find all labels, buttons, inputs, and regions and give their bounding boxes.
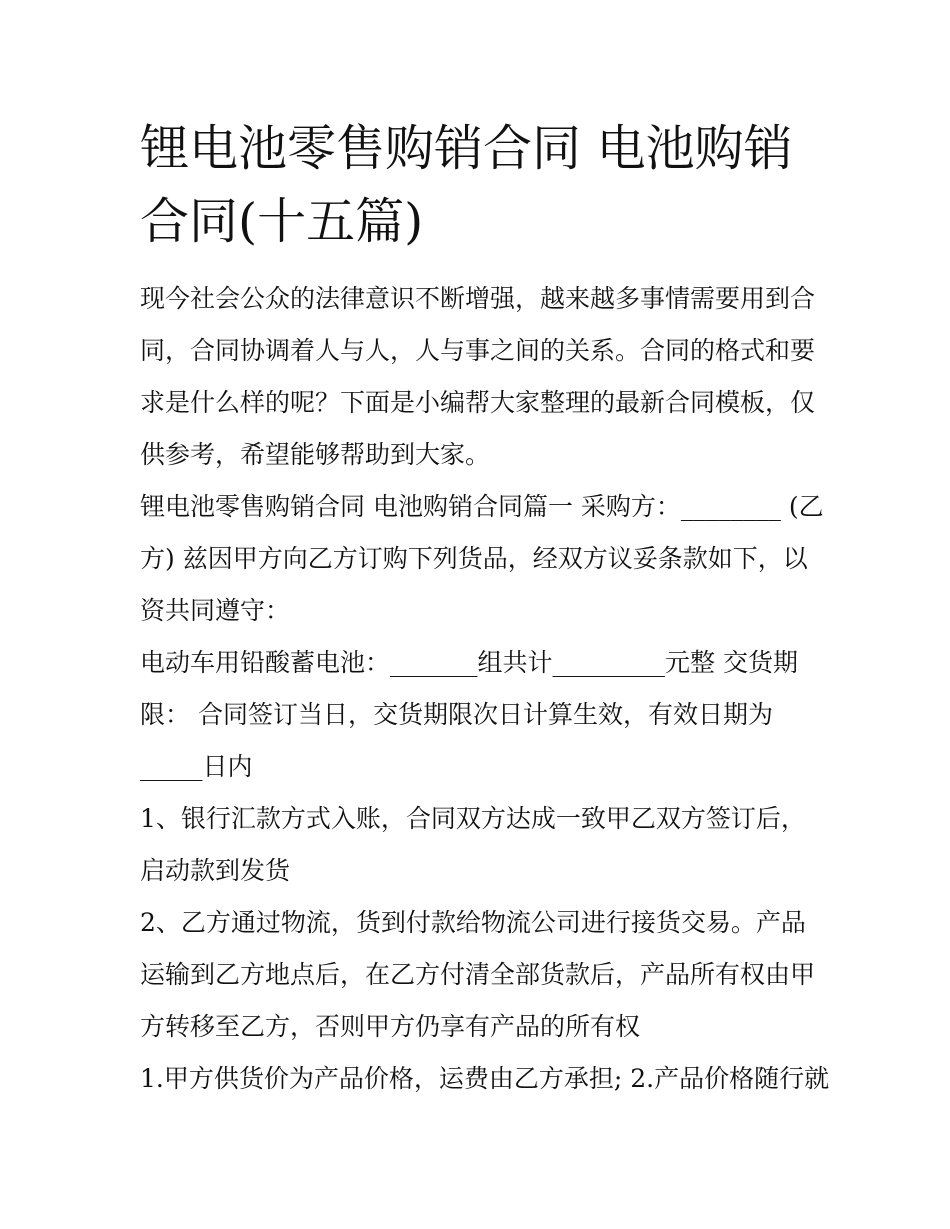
text-line: 运输到乙方地点后，在乙方付清全部货款后，产品所有权由甲	[140, 960, 816, 989]
text-line: 方转移至乙方，否则甲方仍享有产品的所有权	[140, 1012, 641, 1041]
text-line: 求是什么样的呢？下面是小编帮大家整理的最新合同模板，仅	[140, 388, 816, 417]
title-line: 合同(十五篇)	[140, 193, 424, 250]
document-body	[140, 273, 830, 1105]
text-line: 供参考，希望能够帮助到大家。	[140, 440, 491, 469]
text-line: _____日内	[140, 752, 253, 781]
text-line: 同，合同协调着人与人，人与事之间的关系。合同的格式和要	[140, 336, 816, 365]
text-line: 限： 合同签订当日，交货期限次日计算生效，有效日期为	[140, 700, 773, 729]
text-line: 启动款到发货	[140, 856, 291, 885]
text-line: 现今社会公众的法律意识不断增强，越来越多事情需要用到合	[140, 284, 816, 313]
text-line: 资共同遵守：	[140, 596, 291, 625]
text-line: 1.甲方供货价为产品价格，运费由乙方承担; 2.产品价格随行就	[140, 1064, 830, 1093]
paragraph-goods	[140, 637, 820, 793]
document-title	[140, 112, 830, 258]
paragraph-parties	[140, 481, 824, 637]
text-line: 2、乙方通过物流，货到付款给物流公司进行接货交易。产品	[140, 908, 806, 937]
text-line: 方) 兹因甲方向乙方订购下列货品，经双方议妥条款如下，以	[140, 544, 808, 573]
paragraph-intro	[140, 273, 820, 481]
text-line: 电动车用铅酸蓄电池：_______组共计_________元整 交货期	[140, 648, 798, 677]
title-line: 锂电池零售购销合同 电池购销	[140, 120, 793, 177]
text-line: 1、银行汇款方式入账，合同双方达成一致甲乙双方签订后，	[140, 804, 806, 833]
paragraph-pricing	[140, 1053, 830, 1105]
paragraph-clause-2	[140, 897, 820, 1053]
paragraph-clause-1	[140, 793, 820, 897]
text-line: 锂电池零售购销合同 电池购销合同篇一 采购方：________ (乙	[140, 492, 824, 521]
